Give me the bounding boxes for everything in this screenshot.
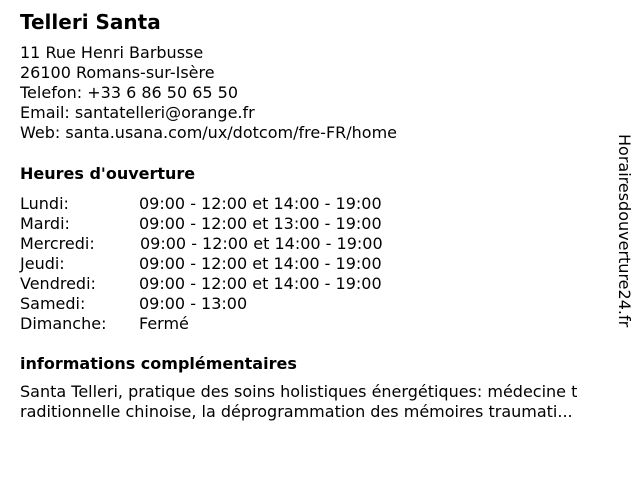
contact-block	[20, 43, 397, 143]
hours-value: 09:00 - 12:00 et 14:00 - 19:00	[139, 194, 382, 213]
hours-value: 09:00 - 12:00 et 14:00 - 19:00	[139, 274, 382, 293]
address-line-city: 26100 Romans-sur-Isère	[20, 63, 215, 82]
info-line-2: raditionnelle chinoise, la déprogrammation des mémoires traumati...	[20, 402, 573, 421]
info-description	[20, 382, 577, 422]
day-label: Jeudi:	[20, 254, 65, 273]
hours-value: 09:00 - 13:00	[139, 294, 248, 313]
day-label: Dimanche:	[20, 314, 107, 333]
hours-value: 09:00 - 12:00 et 14:00 - 19:00	[139, 254, 382, 273]
day-label: Vendredi:	[20, 274, 96, 293]
hours-value: Fermé	[139, 314, 189, 333]
hours-value: 09:00 - 12:00 et 14:00 - 19:00	[140, 234, 383, 253]
web-line: Web: santa.usana.com/ux/dotcom/fre-FR/home	[20, 123, 398, 142]
day-label: Mercredi:	[20, 234, 95, 253]
info-heading: informations complémentaires	[20, 354, 297, 373]
phone-line: Telefon: +33 6 86 50 65 50	[20, 83, 239, 102]
email-line: Email: santatelleri@orange.fr	[20, 103, 255, 122]
info-line-1: Santa Telleri, pratique des soins holistiques énergétiques: médecine t	[20, 382, 578, 401]
site-watermark: Horairesdouverture24.fr	[615, 134, 634, 328]
day-label: Samedi:	[20, 294, 86, 313]
day-label: Lundi:	[20, 194, 69, 213]
hours-value: 09:00 - 12:00 et 13:00 - 19:00	[139, 214, 382, 233]
day-label: Mardi:	[20, 214, 70, 233]
hours-heading: Heures d'ouverture	[20, 164, 196, 183]
address-line-street: 11 Rue Henri Barbusse	[20, 43, 204, 62]
business-name: Telleri Santa	[20, 10, 161, 34]
